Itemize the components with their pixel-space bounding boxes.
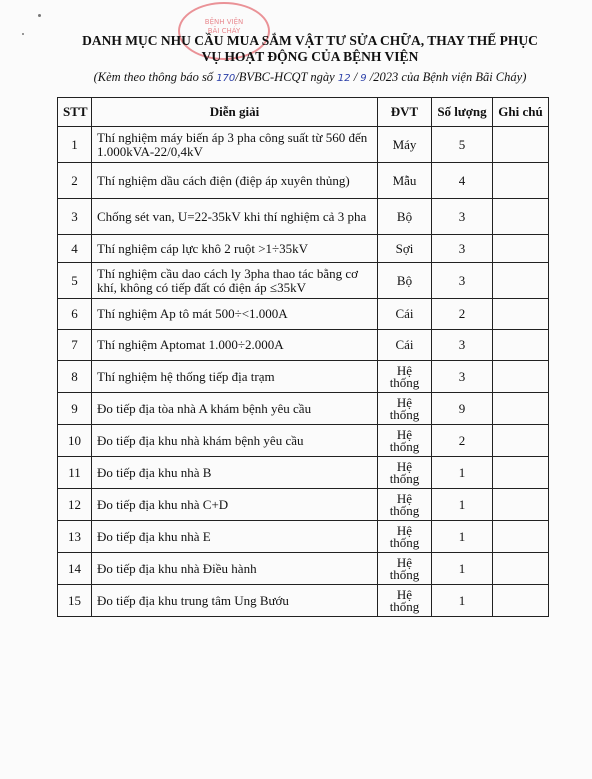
row-stt: 2 — [58, 163, 92, 199]
row-note — [493, 330, 549, 361]
row-stt: 1 — [58, 127, 92, 163]
stamp-line: BÃI CHÁY — [207, 27, 241, 35]
row-unit: Hệ thống — [378, 521, 432, 553]
row-unit: Hệ thống — [378, 393, 432, 425]
table-row — [58, 361, 549, 393]
table-row — [58, 521, 549, 553]
handwritten-month: 9 — [360, 73, 367, 84]
row-stt: 9 — [58, 393, 92, 425]
row-quantity: 3 — [432, 330, 493, 361]
row-note — [493, 127, 549, 163]
row-note — [493, 199, 549, 235]
title-line-1: DANH MỤC NHU CẦU MUA SẮM VẬT TƯ SỬA CHỮA, THAY THẾ PHỤC — [82, 33, 538, 48]
row-note — [493, 235, 549, 263]
row-stt: 14 — [58, 553, 92, 585]
table-row — [58, 199, 549, 235]
row-description: Thí nghiệm dầu cách điện (điệp áp xuyên thủng) — [92, 163, 378, 199]
row-unit: Cái — [378, 330, 432, 361]
table-row — [58, 489, 549, 521]
row-description: Đo tiếp địa khu nhà khám bệnh yêu cầu — [92, 425, 378, 457]
table-row — [58, 263, 549, 299]
row-unit: Hệ thống — [378, 425, 432, 457]
row-stt: 10 — [58, 425, 92, 457]
document-subtitle — [60, 70, 560, 85]
row-description: Đo tiếp địa tòa nhà A khám bệnh yêu cầu — [92, 393, 378, 425]
header-stt: STT — [58, 98, 92, 127]
row-quantity: 4 — [432, 163, 493, 199]
row-note — [493, 457, 549, 489]
row-unit: Mẫu — [378, 163, 432, 199]
handwritten-number: 170 — [216, 73, 236, 84]
row-description: Đo tiếp địa khu nhà E — [92, 521, 378, 553]
row-description: Đo tiếp địa khu nhà C+D — [92, 489, 378, 521]
row-unit: Hệ thống — [378, 553, 432, 585]
row-stt: 7 — [58, 330, 92, 361]
table-row — [58, 163, 549, 199]
row-description: Thí nghiệm cầu dao cách ly 3pha thao tác bằng cơ khí, không có tiếp đất có điện áp ≤35kV — [92, 263, 378, 299]
table-row — [58, 235, 549, 263]
row-quantity: 9 — [432, 393, 493, 425]
row-quantity: 1 — [432, 489, 493, 521]
row-quantity: 5 — [432, 127, 493, 163]
row-note — [493, 393, 549, 425]
row-note — [493, 361, 549, 393]
table-row — [58, 425, 549, 457]
header-description: Diễn giải — [92, 98, 378, 127]
row-quantity: 1 — [432, 457, 493, 489]
row-description: Thí nghiệm máy biến áp 3 pha công suất từ 560 đến 1.000kVA-22/0,4kV — [92, 127, 378, 163]
document-title — [60, 33, 560, 65]
row-note — [493, 263, 549, 299]
row-stt: 15 — [58, 585, 92, 617]
table-row — [58, 393, 549, 425]
subtitle-prefix: (Kèm theo thông báo số — [93, 70, 217, 84]
row-quantity: 3 — [432, 235, 493, 263]
row-unit: Hệ thống — [378, 361, 432, 393]
row-unit: Máy — [378, 127, 432, 163]
row-unit: Bộ — [378, 263, 432, 299]
row-description: Thí nghiệm cáp lực khô 2 ruột >1÷35kV — [92, 235, 378, 263]
row-description: Đo tiếp địa khu trung tâm Ung Bướu — [92, 585, 378, 617]
row-stt: 8 — [58, 361, 92, 393]
table-row — [58, 330, 549, 361]
row-note — [493, 585, 549, 617]
row-unit: Hệ thống — [378, 489, 432, 521]
row-stt: 11 — [58, 457, 92, 489]
table-row — [58, 299, 549, 330]
row-stt: 5 — [58, 263, 92, 299]
items-table — [57, 97, 549, 617]
title-line-2: VỤ HOẠT ĐỘNG CỦA BỆNH VIỆN — [201, 49, 419, 64]
header-quantity: Số lượng — [432, 98, 493, 127]
row-description: Thí nghiệm hệ thống tiếp địa trạm — [92, 361, 378, 393]
row-quantity: 2 — [432, 299, 493, 330]
header-note: Ghi chú — [493, 98, 549, 127]
header-unit: ĐVT — [378, 98, 432, 127]
row-stt: 3 — [58, 199, 92, 235]
row-unit: Hệ thống — [378, 585, 432, 617]
row-note — [493, 163, 549, 199]
row-quantity: 2 — [432, 425, 493, 457]
row-note — [493, 521, 549, 553]
scan-speck — [38, 14, 41, 17]
scan-speck — [22, 33, 24, 35]
table-row — [58, 457, 549, 489]
row-note — [493, 489, 549, 521]
row-note — [493, 299, 549, 330]
row-description: Thí nghiệm Aptomat 1.000÷2.000A — [92, 330, 378, 361]
subtitle-suffix: /2023 của Bệnh viện Bãi Cháy) — [366, 70, 527, 84]
subtitle-code: /BVBC-HCQT ngày — [235, 70, 338, 84]
row-quantity: 1 — [432, 553, 493, 585]
row-quantity: 3 — [432, 263, 493, 299]
row-unit: Sợi — [378, 235, 432, 263]
stamp-line: BỆNH VIỆN — [204, 18, 244, 26]
row-description: Đo tiếp địa khu nhà Điều hành — [92, 553, 378, 585]
row-quantity: 3 — [432, 199, 493, 235]
row-stt: 4 — [58, 235, 92, 263]
row-quantity: 3 — [432, 361, 493, 393]
table-row — [58, 553, 549, 585]
handwritten-day: 12 — [337, 73, 351, 84]
row-note — [493, 425, 549, 457]
row-description: Đo tiếp địa khu nhà B — [92, 457, 378, 489]
row-stt: 6 — [58, 299, 92, 330]
row-unit: Cái — [378, 299, 432, 330]
row-quantity: 1 — [432, 521, 493, 553]
table-row — [58, 585, 549, 617]
row-quantity: 1 — [432, 585, 493, 617]
row-stt: 12 — [58, 489, 92, 521]
row-description: Chống sét van, U=22-35kV khi thí nghiệm cả 3 pha — [92, 199, 378, 235]
subtitle-sep: / — [350, 70, 361, 84]
row-stt: 13 — [58, 521, 92, 553]
row-description: Thí nghiệm Ap tô mát 500÷<1.000A — [92, 299, 378, 330]
row-unit: Bộ — [378, 199, 432, 235]
row-unit: Hệ thống — [378, 457, 432, 489]
table-row — [58, 127, 549, 163]
table-header-row — [58, 98, 549, 127]
row-note — [493, 553, 549, 585]
